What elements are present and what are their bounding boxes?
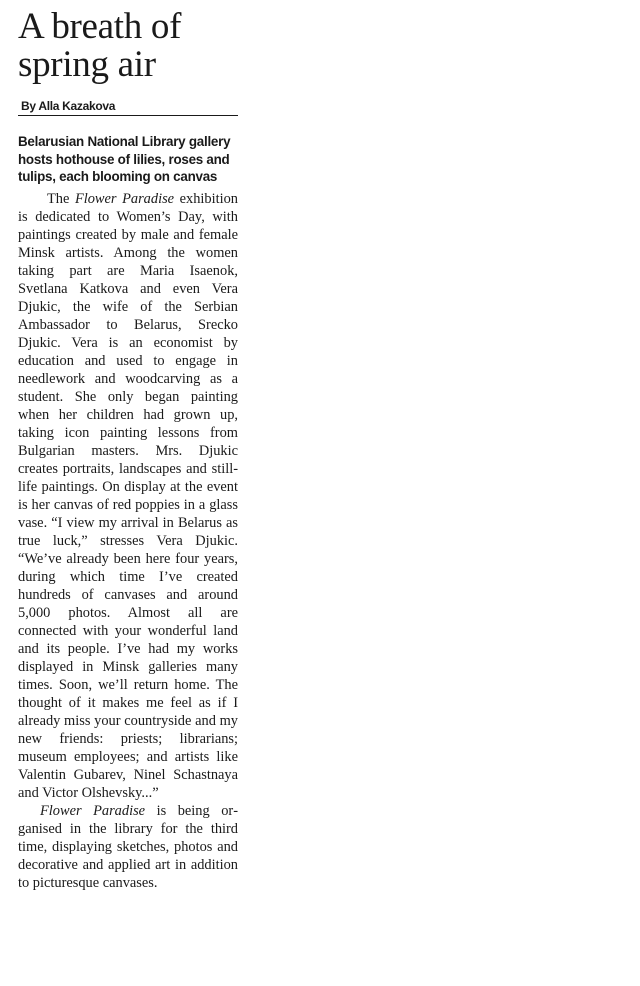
headline	[18, 8, 238, 84]
headline-line-1: A breath of	[18, 6, 182, 47]
article-body	[18, 190, 238, 892]
paragraph-1-text: exhibition is dedicated to Women’s Day, with paintings created by male and female Minsk artists. Among the women taking part are Maria Isaenok, Svetlana Katkova and even Vera Djukic, the wife of the Serbian Ambassador to Belarus, Srecko Djukic. Vera is an economist by education and used to engage in needlework and woodcarving as a student. She only began painting when her children had grown up, taking icon painting lessons from Bulgarian masters. Mrs. Djukic creates portraits, landscapes and still-life paintings. On display at the event is her canvas of red poppies in a glass vase. “I view my arrival in Belarus as true luck,” stresses Vera Djukic. “We’ve already been here four years, during which time I’ve created hundreds of canvases and around 5,000 photos. Almost all are connected with your wonderful land and its people. I’ve had my works displayed in Minsk galleries many times. Soon, we’ll return home. The thought of it makes me feel as if I already miss your countryside and my new friends: priests; librarians; museum employees; and artists like Valentin Gubarev, Ninel Schastnaya and Victor Olshevsky...”	[18, 190, 238, 801]
article	[18, 8, 238, 892]
paragraph-1-lead: The	[47, 190, 75, 207]
exhibition-title-2: Flower Paradise	[40, 802, 146, 819]
body-paragraph-1	[18, 190, 238, 802]
body-paragraph-2	[18, 802, 238, 892]
paragraph-2-text: is being organised in the library for the third time, displaying sketches, photos and decorative and applied art in addition to picturesque canvases.	[18, 802, 238, 891]
exhibition-title: Flower Paradise	[74, 190, 175, 207]
standfirst: Belarusian National Library gallery hosts hothouse of lilies, roses and tulips, each blooming on canvas	[18, 134, 231, 184]
byline: By Alla Kazakova	[18, 99, 238, 116]
headline-line-2: spring air	[18, 44, 156, 85]
